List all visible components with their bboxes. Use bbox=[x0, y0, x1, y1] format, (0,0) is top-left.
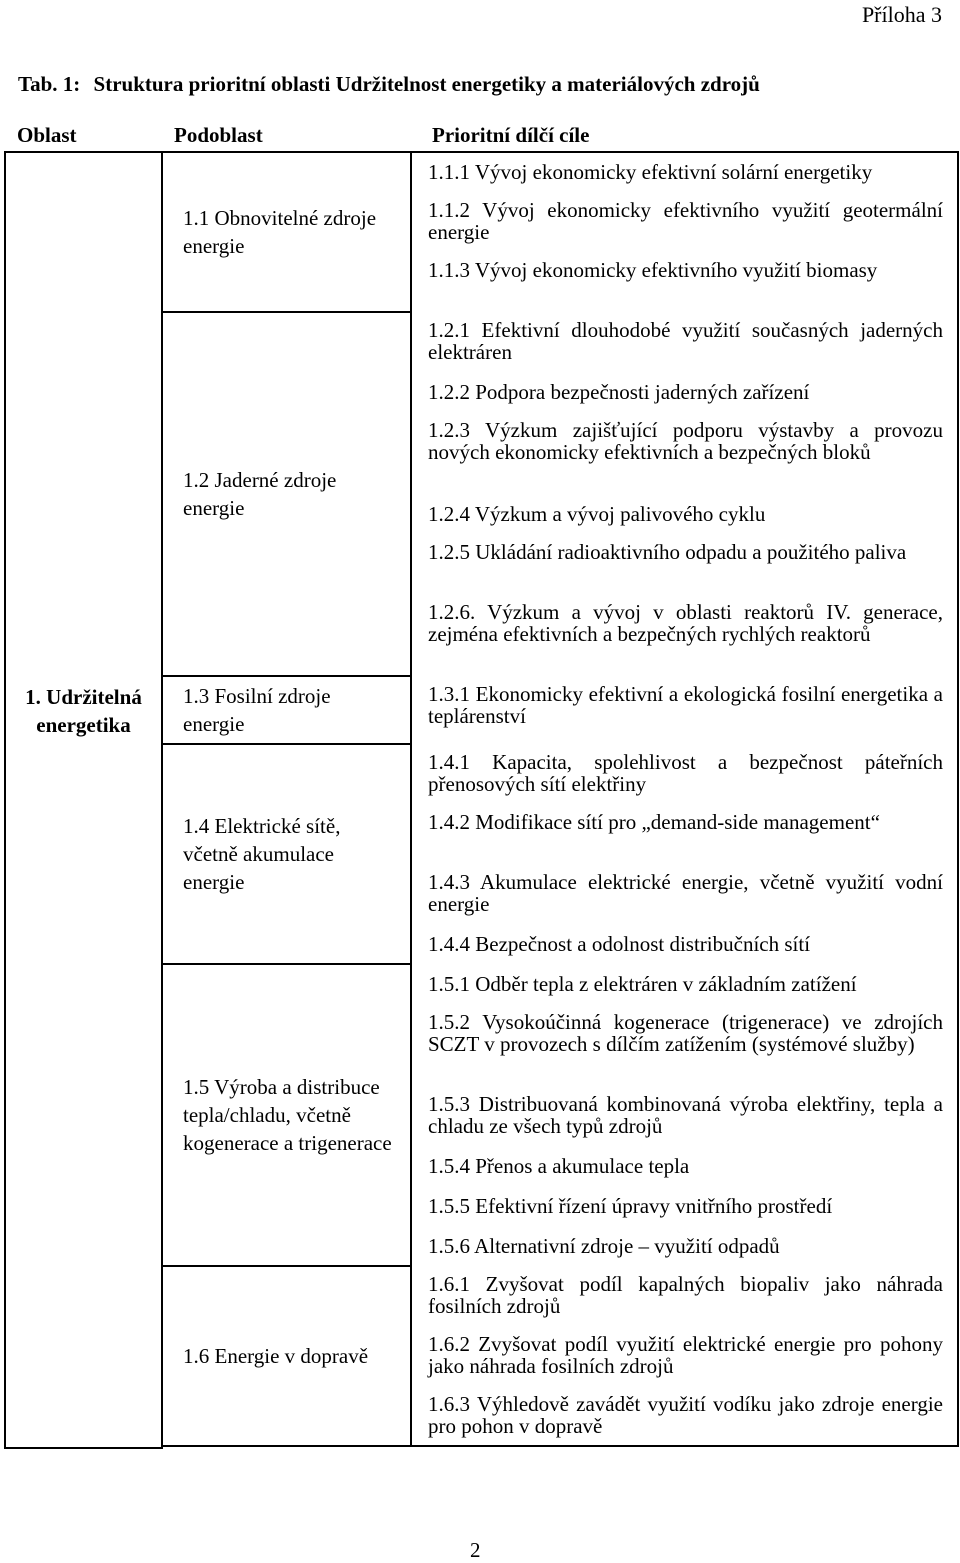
goal-item: 1.2.3 Výzkum zajišťující podporu výstavby a provozu nových ekonomicky efektivních a bezpečných bloků bbox=[412, 413, 959, 495]
page-number: 2 bbox=[470, 1538, 481, 1562]
caption-label: Tab. 1: bbox=[18, 72, 81, 96]
goal-item: 1.5.3 Distribuovaná kombinovaná výroba elektřiny, tepla a chladu ze všech typů zdrojů bbox=[412, 1087, 959, 1147]
goals-column bbox=[412, 152, 959, 1448]
subarea-item bbox=[163, 1267, 412, 1447]
caption-title: Struktura prioritní oblasti Udržitelnost energetiky a materiálových zdrojů bbox=[93, 72, 760, 96]
subarea-label: 1.4 Elektrické sítě, včetně akumulace energie bbox=[183, 814, 341, 894]
goal-item: 1.5.5 Efektivní řízení úpravy vnitřního prostředí bbox=[412, 1187, 959, 1227]
goal-item: 1.5.2 Vysokoúčinná kogenerace (trigenerace) ve zdrojích SCZT v provozech s dílčím zatížením (systémové služby) bbox=[412, 1005, 959, 1087]
goal-item: 1.2.2 Podpora bezpečnosti jaderných zařízení bbox=[412, 373, 959, 413]
subarea-label: 1.5 Výroba a distribuce tepla/chladu, včetně kogenerace a trigenerace bbox=[183, 1075, 392, 1155]
goal-item: 1.1.3 Vývoj ekonomicky efektivního využití biomasy bbox=[412, 253, 959, 313]
goal-item: 1.2.4 Výzkum a vývoj palivového cyklu bbox=[412, 495, 959, 535]
goal-item: 1.4.2 Modifikace sítí pro „demand-side management“ bbox=[412, 805, 959, 865]
header-row bbox=[5, 120, 959, 152]
header-goals: Prioritní dílčí cíle bbox=[412, 120, 959, 152]
goal-item: 1.2.5 Ukládání radioaktivního odpadu a použitého paliva bbox=[412, 535, 959, 595]
table-body bbox=[5, 152, 959, 1448]
goal-item: 1.2.6. Výzkum a vývoj v oblasti reaktorů IV. generace, zejména efektivních a bezpečných rychlých reaktorů bbox=[412, 595, 959, 677]
header-area: Oblast bbox=[5, 120, 162, 152]
goal-list bbox=[412, 153, 959, 1447]
header-subarea: Podoblast bbox=[162, 120, 412, 152]
goal-item: 1.3.1 Ekonomicky efektivní a ekologická fosilní energetika a teplárenství bbox=[412, 677, 959, 745]
subarea-label: 1.1 Obnovitelné zdroje energie bbox=[183, 206, 377, 258]
goal-item: 1.5.6 Alternativní zdroje – využití odpadů bbox=[412, 1227, 959, 1267]
goal-item: 1.1.1 Vývoj ekonomicky efektivní solární energetiky bbox=[412, 153, 959, 193]
goal-item: 1.2.1 Efektivní dlouhodobé využití současných jaderných elektráren bbox=[412, 313, 959, 373]
goal-item: 1.4.3 Akumulace elektrické energie, včetně využití vodní energie bbox=[412, 865, 959, 925]
goal-item: 1.4.1 Kapacita, spolehlivost a bezpečnost páteřních přenosových sítí elektřiny bbox=[412, 745, 959, 805]
subarea-column bbox=[162, 152, 412, 1448]
subarea-item bbox=[163, 153, 412, 313]
subarea-item bbox=[163, 745, 412, 965]
subarea-item bbox=[163, 965, 412, 1267]
goal-item: 1.1.2 Vývoj ekonomicky efektivního využití geotermální energie bbox=[412, 193, 959, 253]
goal-item: 1.4.4 Bezpečnost a odolnost distribučních sítí bbox=[412, 925, 959, 965]
goal-item: 1.5.1 Odběr tepla z elektráren v základním zatížení bbox=[412, 965, 959, 1005]
subarea-label: 1.2 Jaderné zdroje energie bbox=[183, 468, 337, 520]
annex-label: Příloha 3 bbox=[861, 2, 942, 27]
goal-item: 1.6.1 Zvyšovat podíl kapalných biopaliv jako náhrada fosilních zdrojů bbox=[412, 1267, 959, 1327]
subarea-item bbox=[163, 313, 412, 677]
area-name: 1. Udržitelná energetika bbox=[25, 685, 142, 737]
subarea-list bbox=[163, 153, 412, 1447]
table-caption bbox=[18, 72, 760, 97]
subarea-label: 1.6 Energie v dopravě bbox=[183, 1344, 369, 1368]
goal-item: 1.5.4 Přenos a akumulace tepla bbox=[412, 1147, 959, 1187]
goal-item: 1.6.2 Zvyšovat podíl využití elektrické energie pro pohony jako náhrada fosilních zdrojů bbox=[412, 1327, 959, 1387]
subarea-label: 1.3 Fosilní zdroje energie bbox=[183, 684, 331, 736]
goal-item: 1.6.3 Výhledově zavádět využití vodíku jako zdroje energie pro pohon v dopravě bbox=[412, 1387, 959, 1447]
priority-table bbox=[4, 120, 959, 1449]
subarea-item bbox=[163, 677, 412, 745]
area-cell bbox=[5, 152, 162, 1448]
